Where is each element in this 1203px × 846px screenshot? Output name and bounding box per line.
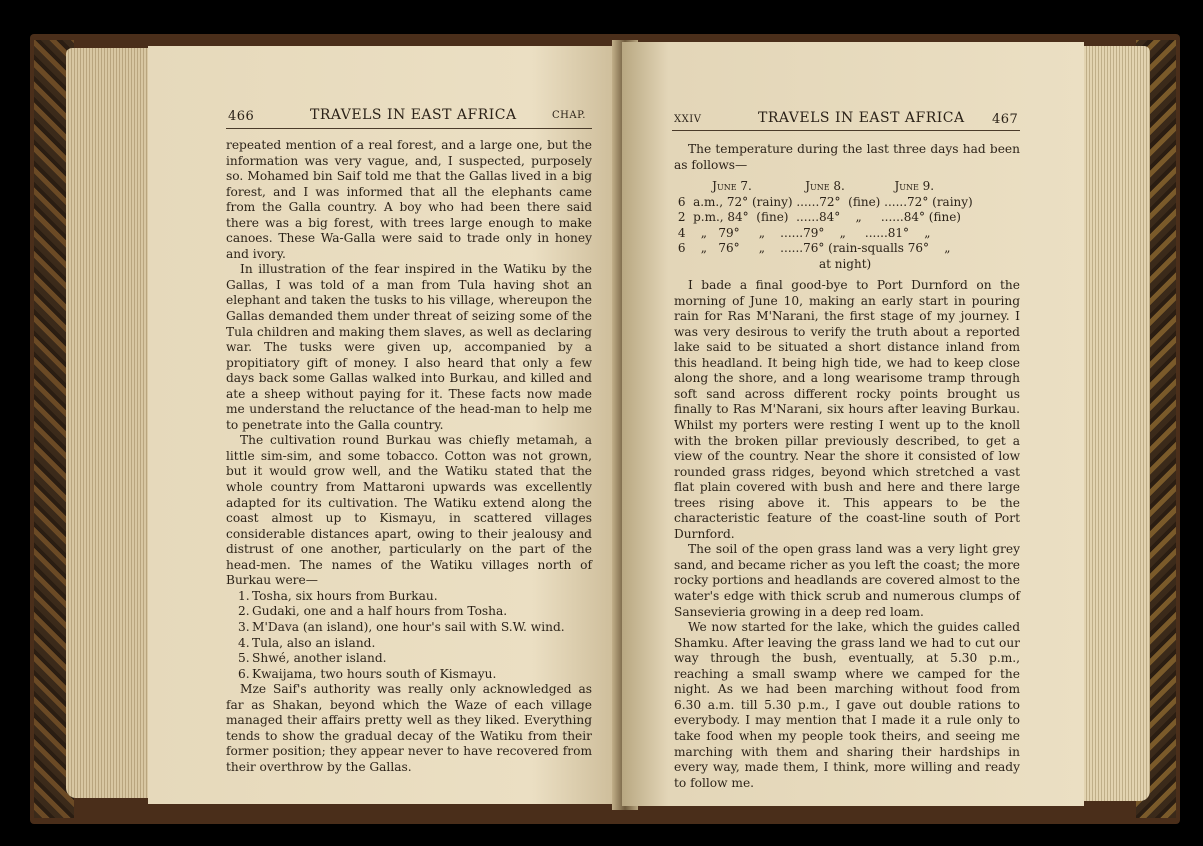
list-item xyxy=(226,667,592,683)
table-row: 4 „ 79° „ ......79° „ ......81° „ xyxy=(674,225,931,240)
list-number: 2. xyxy=(238,604,250,619)
table-header: June 7. June 8. June 9. xyxy=(674,179,935,194)
list-number: 5. xyxy=(238,651,250,666)
table-row: at night) xyxy=(674,256,872,271)
list-item xyxy=(226,604,592,620)
right-page xyxy=(622,42,1084,806)
list-number: 3. xyxy=(238,619,250,634)
list-number: 4. xyxy=(238,635,250,650)
right-running-title: TRAVELS IN EAST AFRICA xyxy=(758,110,965,126)
paragraph: The cultivation round Burkau was chiefly metamah, a little sim-sim, and some tobacco. Cotton was not grown, but it would grow well, and the Watiku stated that the whole country from Mattaroni upwards was excellently adapted for its cultivation. The Watiku extend along the coast almost up to Kismayu, in scattered villages considerable distances apart, owing to their jealousy and distrust of one another, particularly on the part of the head-men. The names of the Watiku villages north of Burkau were— xyxy=(226,433,592,588)
right-page-number: 467 xyxy=(992,112,1019,127)
list-number: 6. xyxy=(238,666,250,681)
table-row: 6 a.m., 72° (rainy) ......72° (fine) ......72° (rainy) xyxy=(674,194,973,209)
table-row: 6 „ 76° „ ......76° (rain-squalls 76° „ xyxy=(674,241,951,256)
right-header-rule xyxy=(672,130,1020,131)
left-body-text xyxy=(226,138,592,775)
right-chapter-label: XXIV xyxy=(674,114,702,125)
paragraph: The soil of the open grass land was a very light grey sand, and became richer as you left the coast; the more rocky portions and headlands are covered almost to the water's edge with thick scrub and numerous clumps of Sansevieria growing in a deep red loam. xyxy=(674,542,1020,619)
temperature-table xyxy=(674,179,1020,272)
right-body-text xyxy=(674,142,1020,791)
list-text: Shwé, another island. xyxy=(252,651,387,666)
left-chapter-label: CHAP. xyxy=(552,110,586,121)
paragraph: repeated mention of a real forest, and a large one, but the information was very vague, and, I suspected, purposely so. Mohamed bin Saif told me that the Gallas lived in a big forest, and I was informed that all the elephants came from the Galla country. A boy who had been there said there was a big forest, with trees large enough to make canoes. These Wa-Galla were said to trade only in honey and ivory. xyxy=(226,138,592,261)
village-list xyxy=(226,589,592,682)
list-item xyxy=(226,589,592,605)
paragraph: I bade a final good-bye to Port Durnford on the morning of June 10, making an early start in pouring rain for Ras M'Narani, the first stage of my journey. I was very desirous to verify the truth about a reported lake said to be situated a short distance inland from this headland. It being high tide, we had to keep close along the shore, and a long wearisome tramp through soft sand across different rocky points brought us finally to Ras M'Narani, six hours after leaving Burkau. Whilst my porters were resting I went up to the knoll with the broken pillar previously described, to get a view of the country. Near the shore it consisted of low rounded grass ridges, beyond which stretched a vast flat plain covered with bush and here and there large trees rising above it. This appears to be the characteristic feature of the coast-line south of Port Durnford. xyxy=(674,278,1020,541)
paragraph: We now started for the lake, which the guides called Shamku. After leaving the grass land we had to cut our way through the bush, eventually, at 5.30 p.m., reaching a small swamp where we camped for the night. As we had been marching without food from 6.30 a.m. till 5.30 p.m., I gave out double rations to everybody. I may mention that I made it a rule only to take food when my people took theirs, and seeing me marching with them and sharing their hardships in every way, made them, I think, more willing and ready to follow me. xyxy=(674,620,1020,790)
paragraph: The temperature during the last three days had been as follows— xyxy=(674,142,1020,172)
left-header-rule xyxy=(226,128,592,129)
list-item xyxy=(226,636,592,652)
list-text: Tosha, six hours from Burkau. xyxy=(252,588,438,603)
page-edges-right xyxy=(1080,46,1150,801)
list-text: Kwaijama, two hours south of Kismayu. xyxy=(252,666,497,681)
list-item xyxy=(226,651,592,667)
left-page-number: 466 xyxy=(228,109,255,124)
page-edges-left xyxy=(66,48,152,798)
left-running-title: TRAVELS IN EAST AFRICA xyxy=(310,107,517,123)
paragraph: Mze Saif's authority was really only acknowledged as far as Shakan, beyond which the Waze of each village managed their affairs pretty well as they liked. Everything tends to show the gradual decay of the Watiku from their former position; they appear never to have recovered from their overthrow by the Gallas. xyxy=(226,682,592,774)
table-row: 2 p.m., 84° (fine) ......84° „ ......84° (fine) xyxy=(674,210,961,225)
list-text: M'Dava (an island), one hour's sail with S.W. wind. xyxy=(252,619,565,634)
list-text: Gudaki, one and a half hours from Tosha. xyxy=(252,604,508,619)
list-text: Tula, also an island. xyxy=(252,635,376,650)
list-number: 1. xyxy=(238,588,250,603)
paragraph: In illustration of the fear inspired in the Watiku by the Gallas, I was told of a man from Tula having shot an elephant and taken the tusks to his village, whereupon the Gallas demanded them under threat of seizing some of the Tula children and making them slaves, as well as declaring war. The tusks were given up, accompanied by a propitiatory gift of money. I also heard that only a few days back some Gallas walked into Burkau, and killed and ate a sheep without paying for it. These facts now made me understand the reluctance of the head-man to help me to penetrate into the Galla country. xyxy=(226,262,592,432)
list-item xyxy=(226,620,592,636)
left-page xyxy=(148,46,628,804)
